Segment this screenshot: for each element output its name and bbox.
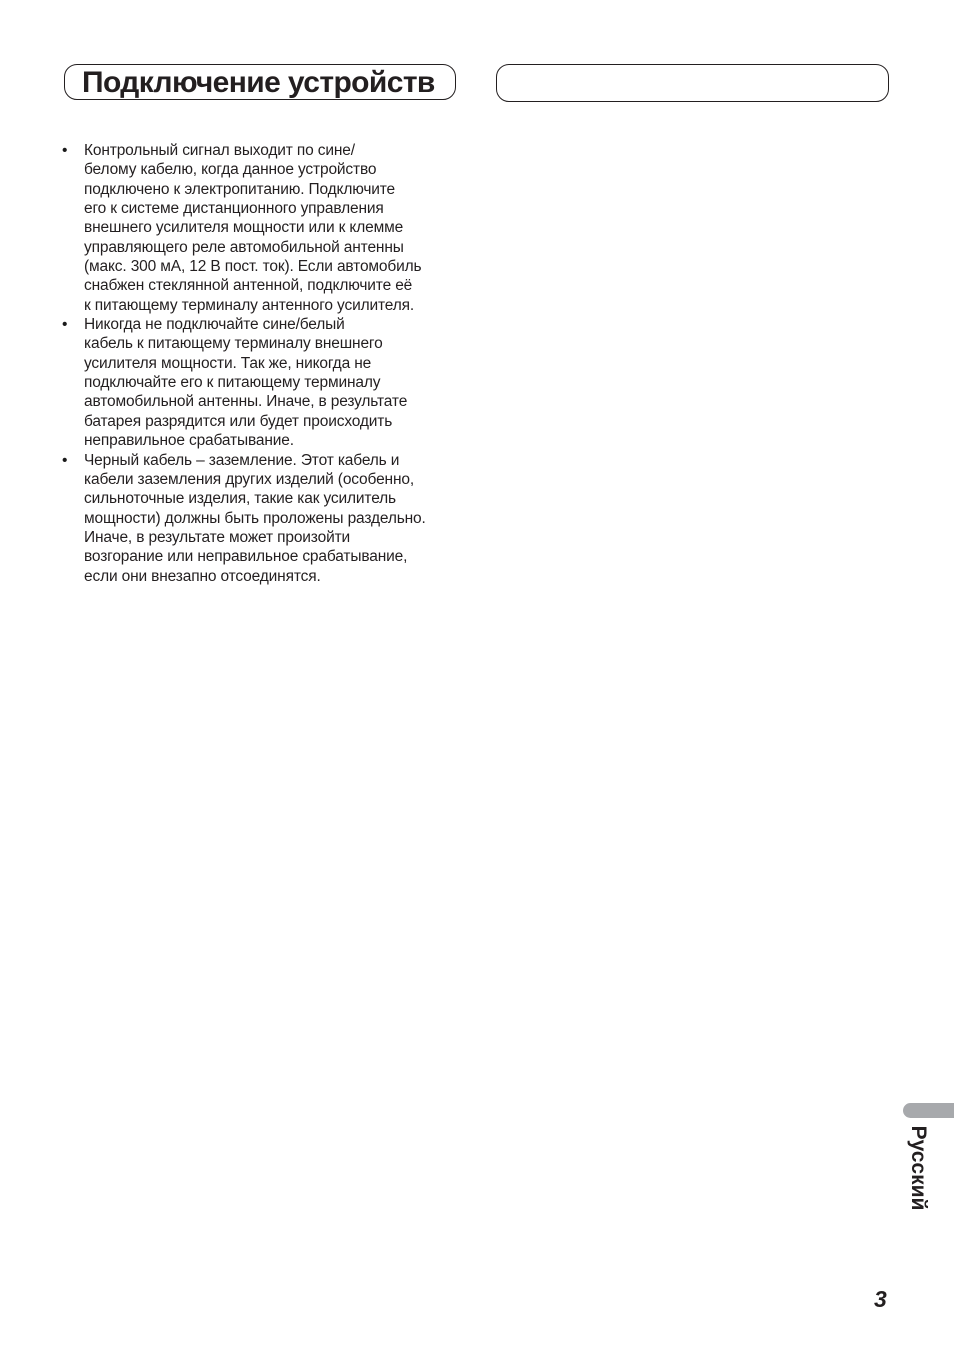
bullet-dot: • [62,316,68,334]
bullet-line: его к системе дистанционного управления [84,200,384,218]
bullet-line: неправильное срабатывание. [84,432,294,450]
bullet-line: к питающему терминалу антенного усилителя. [84,296,415,314]
bullet-dot: • [62,451,68,469]
language-tab-marker [903,1103,954,1118]
bullet-item [60,141,470,315]
bullet-line: подключено к электропитанию. Подключите [84,180,396,198]
bullet-line: Черный кабель – заземление. Этот кабель и [84,451,400,469]
bullet-line: подключайте его к питающему терминалу [84,374,381,392]
bullet-line: сильноточные изделия, такие как усилитель [84,490,396,508]
bullet-line: усилителя мощности. Так же, никогда не [84,354,372,372]
bullet-item [60,315,470,450]
bullet-line: батарея разрядится или будет происходить [84,412,393,430]
bullet-line: автомобильной антенны. Иначе, в результате [84,393,408,411]
page-number: 3 [874,1286,887,1312]
bullet-line: возгорание или неправильное срабатывание, [84,548,408,566]
bullet-line: кабель к питающему терминалу внешнего [84,335,383,353]
bullet-line: мощности) должны быть проложены раздельно. [84,509,426,527]
bullet-line: внешнего усилителя мощности или к клемме [84,219,404,237]
bullet-list [60,141,470,586]
empty-title-frame [496,64,889,102]
bullet-line: Иначе, в результате может произойти [84,528,351,546]
bullet-line: если они внезапно отсоединятся. [84,567,321,585]
bullet-line: Никогда не подключайте сине/белый [84,316,345,334]
bullet-line: кабели заземления других изделий (особенно, [84,470,415,488]
bullet-line: белому кабелю, когда данное устройство [84,161,377,179]
bullet-item [60,451,470,586]
bullet-dot: • [62,142,68,159]
bullet-line: Контрольный сигнал выходит по сине/ [84,142,355,159]
bullet-line: (макс. 300 мА, 12 В пост. ток). Если автомобиль [84,258,422,276]
bullet-line: управляющего реле автомобильной антенны [84,238,404,256]
section-title: Подключение устройств [82,66,435,99]
language-label: Русский [907,1125,930,1211]
bullet-line: снабжен стеклянной антенной, подключите её [84,277,413,295]
